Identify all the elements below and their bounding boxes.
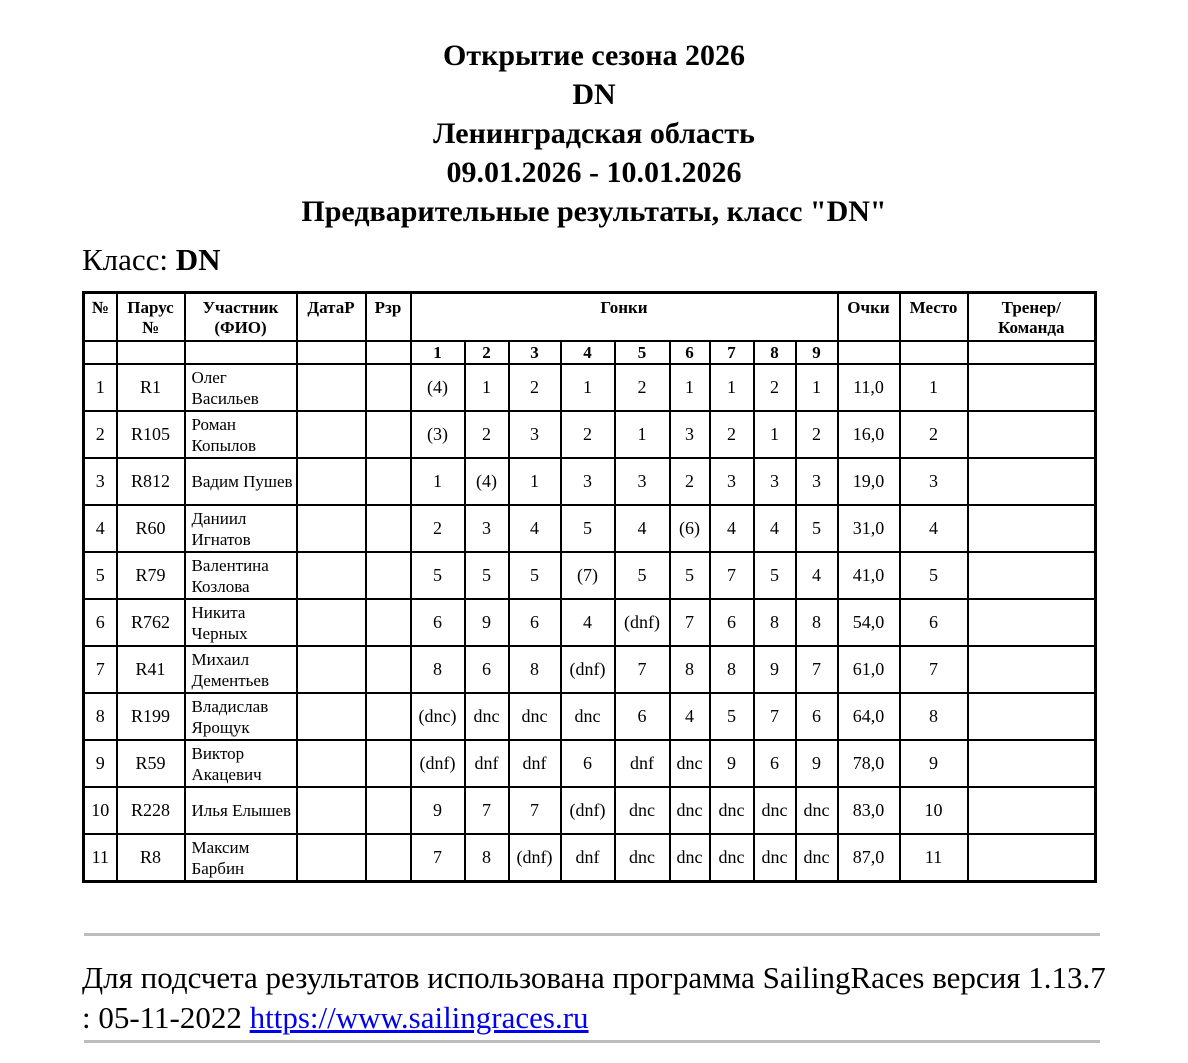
class-label: Класс: (82, 242, 169, 277)
sport-rank (366, 552, 411, 599)
race-result: 2 (509, 364, 561, 411)
race-number-header: 8 (754, 341, 796, 364)
birth-date (297, 693, 366, 740)
race-result: 1 (509, 458, 561, 505)
final-place: 10 (900, 787, 968, 834)
sail-number: R79 (117, 552, 185, 599)
race-result: 4 (509, 505, 561, 552)
race-result: (dnf) (411, 740, 465, 787)
race-result: (dnf) (561, 646, 615, 693)
coach-team (968, 740, 1096, 787)
event-dates: 09.01.2026 - 10.01.2026 (446, 156, 742, 189)
header-dob: ДатаР (297, 293, 366, 342)
row-number: 11 (84, 834, 117, 882)
race-result: dnc (670, 740, 710, 787)
row-number: 7 (84, 646, 117, 693)
race-result: dnc (615, 787, 670, 834)
table-row (84, 364, 1096, 411)
race-result: 5 (710, 693, 754, 740)
participant-name: Даниил Игнатов (185, 505, 297, 552)
row-number: 1 (84, 364, 117, 411)
race-result: 2 (561, 411, 615, 458)
row-number: 4 (84, 505, 117, 552)
coach-team (968, 411, 1096, 458)
header-blank-cell (900, 341, 968, 364)
race-result: 8 (796, 599, 838, 646)
participant-name: Вадим Пушев (185, 458, 297, 505)
table-row (84, 411, 1096, 458)
sail-number: R60 (117, 505, 185, 552)
results-title: Предварительные результаты, класс "DN" (301, 195, 887, 228)
table-row (84, 787, 1096, 834)
race-result: 3 (615, 458, 670, 505)
sail-number: R105 (117, 411, 185, 458)
race-result: dnc (796, 834, 838, 882)
table-row (84, 505, 1096, 552)
final-place: 6 (900, 599, 968, 646)
race-result: 7 (754, 693, 796, 740)
race-result: dnc (465, 693, 509, 740)
class-value: DN (175, 242, 221, 277)
total-points: 61,0 (838, 646, 900, 693)
race-result: (7) (561, 552, 615, 599)
total-points: 19,0 (838, 458, 900, 505)
race-result: dnc (509, 693, 561, 740)
race-result: (dnf) (509, 834, 561, 882)
race-result: 8 (509, 646, 561, 693)
table-row (84, 834, 1096, 882)
coach-team (968, 834, 1096, 882)
participant-name: Валентина Козлова (185, 552, 297, 599)
race-result: 1 (411, 458, 465, 505)
final-place: 4 (900, 505, 968, 552)
race-result: dnc (615, 834, 670, 882)
race-result: (3) (411, 411, 465, 458)
race-result: 6 (710, 599, 754, 646)
race-result: 5 (796, 505, 838, 552)
sport-rank (366, 411, 411, 458)
birth-date (297, 599, 366, 646)
birth-date (297, 552, 366, 599)
final-place: 8 (900, 693, 968, 740)
coach-team (968, 646, 1096, 693)
participant-name: Михаил Дементьев (185, 646, 297, 693)
total-points: 31,0 (838, 505, 900, 552)
race-result: 8 (465, 834, 509, 882)
race-result: (dnf) (561, 787, 615, 834)
header-rank: Рзр (366, 293, 411, 342)
race-result: 4 (754, 505, 796, 552)
sail-number: R762 (117, 599, 185, 646)
race-result: 6 (754, 740, 796, 787)
page-header (0, 36, 1188, 231)
footer-divider-top (84, 933, 1100, 936)
race-result: dnc (670, 787, 710, 834)
sport-rank (366, 787, 411, 834)
race-result: 9 (754, 646, 796, 693)
table-row (84, 646, 1096, 693)
race-result: 9 (710, 740, 754, 787)
race-result: 8 (710, 646, 754, 693)
race-result: dnc (561, 693, 615, 740)
header-blank-cell (838, 341, 900, 364)
header-points: Очки (838, 293, 900, 342)
race-result: 5 (465, 552, 509, 599)
race-result: 4 (710, 505, 754, 552)
row-number: 6 (84, 599, 117, 646)
sport-rank (366, 740, 411, 787)
participant-name: Роман Копылов (185, 411, 297, 458)
race-number-header: 5 (615, 341, 670, 364)
coach-team (968, 552, 1096, 599)
race-result: 4 (796, 552, 838, 599)
race-result: 4 (561, 599, 615, 646)
race-result: 2 (710, 411, 754, 458)
final-place: 2 (900, 411, 968, 458)
race-number-header: 6 (670, 341, 710, 364)
footer-note (82, 958, 1122, 1038)
final-place: 11 (900, 834, 968, 882)
race-number-header: 2 (465, 341, 509, 364)
race-result: (dnc) (411, 693, 465, 740)
sport-rank (366, 693, 411, 740)
race-result: 7 (465, 787, 509, 834)
table-row (84, 693, 1096, 740)
header-blank-cell (84, 341, 117, 364)
final-place: 3 (900, 458, 968, 505)
sail-number: R8 (117, 834, 185, 882)
race-result: 1 (710, 364, 754, 411)
participant-name: Олег Васильев (185, 364, 297, 411)
header-races: Гонки (411, 293, 838, 342)
participant-name: Илья Елышев (185, 787, 297, 834)
race-result: 7 (509, 787, 561, 834)
race-result: 8 (411, 646, 465, 693)
participant-name: Владислав Ярощук (185, 693, 297, 740)
header-blank-cell (366, 341, 411, 364)
header-blank-cell (117, 341, 185, 364)
row-number: 9 (84, 740, 117, 787)
sport-rank (366, 646, 411, 693)
birth-date (297, 458, 366, 505)
header-blank-cell (968, 341, 1096, 364)
header-blank-cell (185, 341, 297, 364)
race-result: 3 (670, 411, 710, 458)
total-points: 78,0 (838, 740, 900, 787)
header-place: Место (900, 293, 968, 342)
birth-date (297, 787, 366, 834)
race-result: 3 (561, 458, 615, 505)
final-place: 9 (900, 740, 968, 787)
coach-team (968, 693, 1096, 740)
total-points: 11,0 (838, 364, 900, 411)
final-place: 5 (900, 552, 968, 599)
race-result: 2 (465, 411, 509, 458)
race-result: 8 (670, 646, 710, 693)
race-result: dnf (561, 834, 615, 882)
race-result: 2 (411, 505, 465, 552)
event-class: DN (572, 78, 616, 111)
race-result: 3 (710, 458, 754, 505)
sport-rank (366, 834, 411, 882)
race-result: 7 (615, 646, 670, 693)
header-num: № (84, 293, 117, 342)
participant-name: Виктор Акацевич (185, 740, 297, 787)
race-result: 6 (615, 693, 670, 740)
race-result: 4 (615, 505, 670, 552)
row-number: 3 (84, 458, 117, 505)
race-result: 2 (615, 364, 670, 411)
sport-rank (366, 505, 411, 552)
race-result: 7 (710, 552, 754, 599)
race-result: 5 (561, 505, 615, 552)
race-result: 2 (754, 364, 796, 411)
race-number-header: 9 (796, 341, 838, 364)
total-points: 83,0 (838, 787, 900, 834)
birth-date (297, 505, 366, 552)
race-result: (4) (411, 364, 465, 411)
footer-text: Для подсчета результатов использована программа SailingRaces версия 1.13.7 : 05-11-2022 (82, 960, 1106, 1035)
total-points: 64,0 (838, 693, 900, 740)
row-number: 10 (84, 787, 117, 834)
race-result: 9 (465, 599, 509, 646)
participant-name: Никита Черных (185, 599, 297, 646)
race-result: dnc (710, 787, 754, 834)
race-result: dnc (754, 834, 796, 882)
race-result: 6 (509, 599, 561, 646)
sail-number: R41 (117, 646, 185, 693)
final-place: 1 (900, 364, 968, 411)
row-number: 2 (84, 411, 117, 458)
birth-date (297, 411, 366, 458)
header-participant: Участник (ФИО) (185, 293, 297, 342)
sport-rank (366, 364, 411, 411)
row-number: 5 (84, 552, 117, 599)
sport-rank (366, 458, 411, 505)
race-result: dnc (670, 834, 710, 882)
race-result: 1 (465, 364, 509, 411)
race-result: dnc (754, 787, 796, 834)
race-result: 3 (509, 411, 561, 458)
header-blank-cell (297, 341, 366, 364)
coach-team (968, 505, 1096, 552)
birth-date (297, 364, 366, 411)
race-result: 1 (754, 411, 796, 458)
race-number-header: 7 (710, 341, 754, 364)
sail-number: R59 (117, 740, 185, 787)
race-result: 5 (615, 552, 670, 599)
sail-number: R228 (117, 787, 185, 834)
header-sail: Парус № (117, 293, 185, 342)
race-result: 5 (509, 552, 561, 599)
race-result: 1 (796, 364, 838, 411)
race-result: 8 (754, 599, 796, 646)
birth-date (297, 834, 366, 882)
total-points: 41,0 (838, 552, 900, 599)
race-result: (6) (670, 505, 710, 552)
race-result: 6 (411, 599, 465, 646)
race-result: 3 (465, 505, 509, 552)
race-result: 1 (615, 411, 670, 458)
table-row (84, 458, 1096, 505)
race-result: 3 (754, 458, 796, 505)
race-result: 1 (561, 364, 615, 411)
race-result: 2 (796, 411, 838, 458)
table-row (84, 552, 1096, 599)
race-result: dnf (509, 740, 561, 787)
race-result: 5 (754, 552, 796, 599)
race-number-header: 1 (411, 341, 465, 364)
total-points: 54,0 (838, 599, 900, 646)
race-result: 7 (670, 599, 710, 646)
race-result: 6 (796, 693, 838, 740)
birth-date (297, 740, 366, 787)
sail-number: R812 (117, 458, 185, 505)
race-result: 9 (411, 787, 465, 834)
race-result: 7 (411, 834, 465, 882)
total-points: 16,0 (838, 411, 900, 458)
event-title: Открытие сезона 2026 (443, 39, 745, 72)
event-region: Ленинградская область (433, 117, 755, 150)
sail-number: R1 (117, 364, 185, 411)
race-result: 1 (670, 364, 710, 411)
participant-name: Максим Барбин (185, 834, 297, 882)
total-points: 87,0 (838, 834, 900, 882)
race-result: 6 (465, 646, 509, 693)
race-result: 5 (411, 552, 465, 599)
sport-rank (366, 599, 411, 646)
race-result: 3 (796, 458, 838, 505)
coach-team (968, 364, 1096, 411)
coach-team (968, 458, 1096, 505)
race-result: 4 (670, 693, 710, 740)
race-result: 2 (670, 458, 710, 505)
race-number-header: 4 (561, 341, 615, 364)
race-result: 6 (561, 740, 615, 787)
footer-divider-bottom (84, 1040, 1100, 1043)
results-table (82, 291, 1097, 883)
race-result: 9 (796, 740, 838, 787)
race-result: (4) (465, 458, 509, 505)
coach-team (968, 599, 1096, 646)
row-number: 8 (84, 693, 117, 740)
table-row (84, 599, 1096, 646)
race-result: 7 (796, 646, 838, 693)
race-result: dnc (710, 834, 754, 882)
header-coach: Тренер/ Команда (968, 293, 1096, 342)
race-result: (dnf) (615, 599, 670, 646)
race-number-header: 3 (509, 341, 561, 364)
birth-date (297, 646, 366, 693)
race-result: 5 (670, 552, 710, 599)
sail-number: R199 (117, 693, 185, 740)
race-result: dnc (796, 787, 838, 834)
sailingraces-link[interactable]: https://www.sailingraces.ru (249, 1000, 589, 1035)
race-result: dnf (615, 740, 670, 787)
final-place: 7 (900, 646, 968, 693)
coach-team (968, 787, 1096, 834)
table-row (84, 740, 1096, 787)
class-heading (82, 240, 221, 280)
race-result: dnf (465, 740, 509, 787)
